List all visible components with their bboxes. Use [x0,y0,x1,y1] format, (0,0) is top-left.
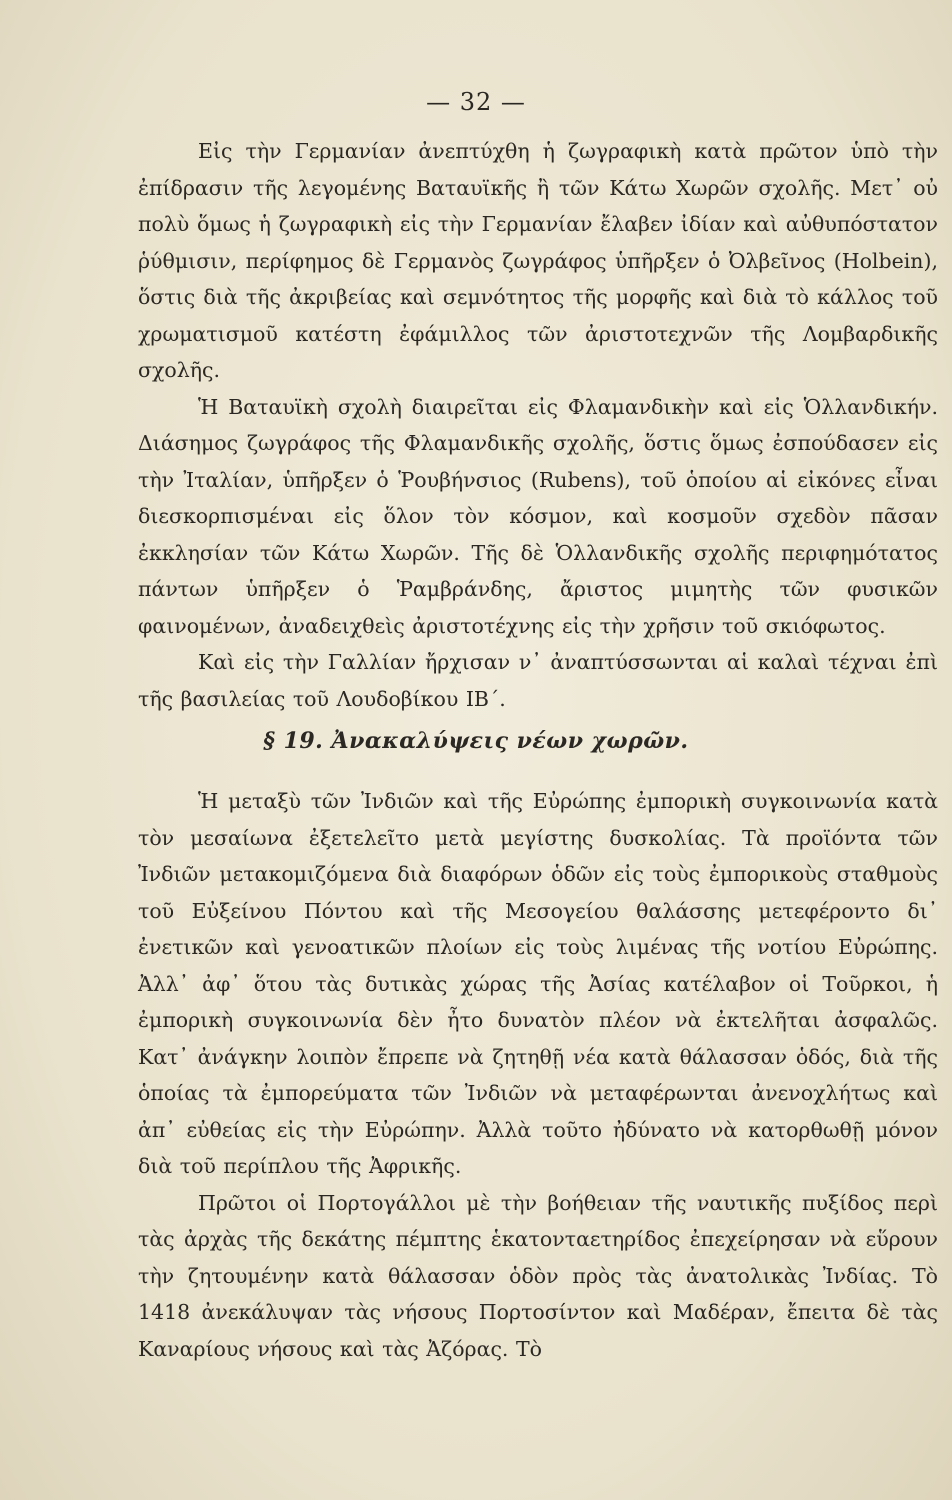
paragraph-german-painting: Εἰς τὴν Γερμανίαν ἀνεπτύχθη ἡ ζωγραφικὴ κατὰ πρῶτον ὑπὸ τὴν ἐπίδρασιν τῆς λεγομένης Βαταυϊκῆς ἢ τῶν Κάτω Χωρῶν σχολῆς. Μετ᾽ οὐ πολὺ ὅμως ἡ ζωγραφικὴ εἰς τὴν Γερμανίαν ἔλαβεν ἰδίαν καὶ αὐθυπόστατον ῥύθμισιν, περίφημος δὲ Γερμανὸς ζωγράφος ὑπῆρξεν ὁ Ὀλβεῖνος (Holbein), ὅστις διὰ τῆς ἀκριβείας καὶ σεμνότητος τῆς μορφῆς καὶ διὰ τὸ κάλλος τοῦ χρωματισμοῦ κατέστη ἐφάμιλλος τῶν ἀριστοτεχνῶν τῆς Λομβαρδικῆς σχολῆς. [138,139,938,382]
bottom-text-block [138,783,938,1367]
section-heading: § 19. Ἀνακαλύψεις νέων χωρῶν. [263,728,689,754]
paragraph-trade-routes: Ἡ μεταξὺ τῶν Ἰνδιῶν καὶ τῆς Εὐρώπης ἐμπορικὴ συγκοινωνία κατὰ τὸν μεσαίωνα ἐξετελεῖτο μετὰ μεγίστης δυσκολίας. Τὰ προϊόντα τῶν Ἰνδιῶν μετακομιζόμενα διὰ διαφόρων ὁδῶν εἰς τοὺς ἐμπορικοὺς σταθμοὺς τοῦ Εὐξείνου Πόντου καὶ τῆς Μεσογείου θαλάσσης μετεφέροντο δι᾽ ἐνετικῶν καὶ γενοατικῶν πλοίων εἰς τοὺς λιμένας τῆς νοτίου Εὐρώπης. Ἀλλ᾽ ἀφ᾽ ὅτου τὰς δυτικὰς χώρας τῆς Ἀσίας κατέλαβον οἱ Τοῦρκοι, ἡ ἐμπορικὴ συγκοινωνία δὲν ἦτο δυνατὸν πλέον νὰ ἐκτελῆται ἀσφαλῶς. Κατ᾽ ἀνάγκην λοιπὸν ἔπρεπε νὰ ζητηθῇ νέα κατὰ θάλασσαν ὁδός, διὰ τῆς ὁποίας τὰ ἐμπορεύματα τῶν Ἰνδιῶν νὰ μεταφέρωνται ἀνενοχλήτως καὶ ἀπ᾽ εὐθείας εἰς τὴν Εὐρώπην. Ἀλλὰ τοῦτο ἠδύνατο νὰ κατορθωθῇ μόνον διὰ τοῦ περίπλου τῆς Ἀφρικῆς. [138,789,938,1178]
top-text-block [138,133,938,717]
page-number: — 32 — [426,88,526,116]
paragraph-portuguese-discoveries: Πρῶτοι οἱ Πορτογάλλοι μὲ τὴν βοήθειαν τῆς ναυτικῆς πυξίδος περὶ τὰς ἀρχὰς τῆς δεκάτης πέμπτης ἑκατονταετηρίδος ἐπεχείρησαν νὰ εὕρουν τὴν ζητουμένην κατὰ θάλασσαν ὁδὸν πρὸς τὰς ἀνατολικὰς Ἰνδίας. Τὸ 1418 ἀνεκάλυψαν τὰς νήσους Πορτοσίντον καὶ Μαδέραν, ἔπειτα δὲ τὰς Καναρίους νήσους καὶ τὰς Ἀζόρας. Τὸ [138,1190,938,1361]
paragraph-batavian-school: Ἡ Βαταυϊκὴ σχολὴ διαιρεῖται εἰς Φλαμανδικὴν καὶ εἰς Ὁλλανδικήν. Διάσημος ζωγράφος τῆς Φλαμανδικῆς σχολῆς, ὅστις ὅμως ἐσπούδασεν εἰς τὴν Ἰταλίαν, ὑπῆρξεν ὁ Ῥουβήνσιος (Rubens), τοῦ ὁποίου αἱ εἰκόνες εἶναι διεσκορπισμέναι εἰς ὅλον τὸν κόσμον, καὶ κοσμοῦν σχεδὸν πᾶσαν ἐκκλησίαν τῶν Κάτω Χωρῶν. Τῆς δὲ Ὁλλανδικῆς σχολῆς περιφημότατος πάντων ὑπῆρξεν ὁ Ῥαμβράνδης, ἄριστος μιμητὴς τῶν φυσικῶν φαινομένων, ἀναδειχθεὶς ἀριστοτέχνης εἰς τὴν χρῆσιν τοῦ σκιόφωτος. [138,394,938,638]
paragraph-france-arts: Καὶ εἰς τὴν Γαλλίαν ἤρχισαν ν᾽ ἀναπτύσσωνται αἱ καλαὶ τέχναι ἐπὶ τῆς βασιλείας τοῦ Λουδοβίκου ΙΒ΄. [138,650,938,711]
